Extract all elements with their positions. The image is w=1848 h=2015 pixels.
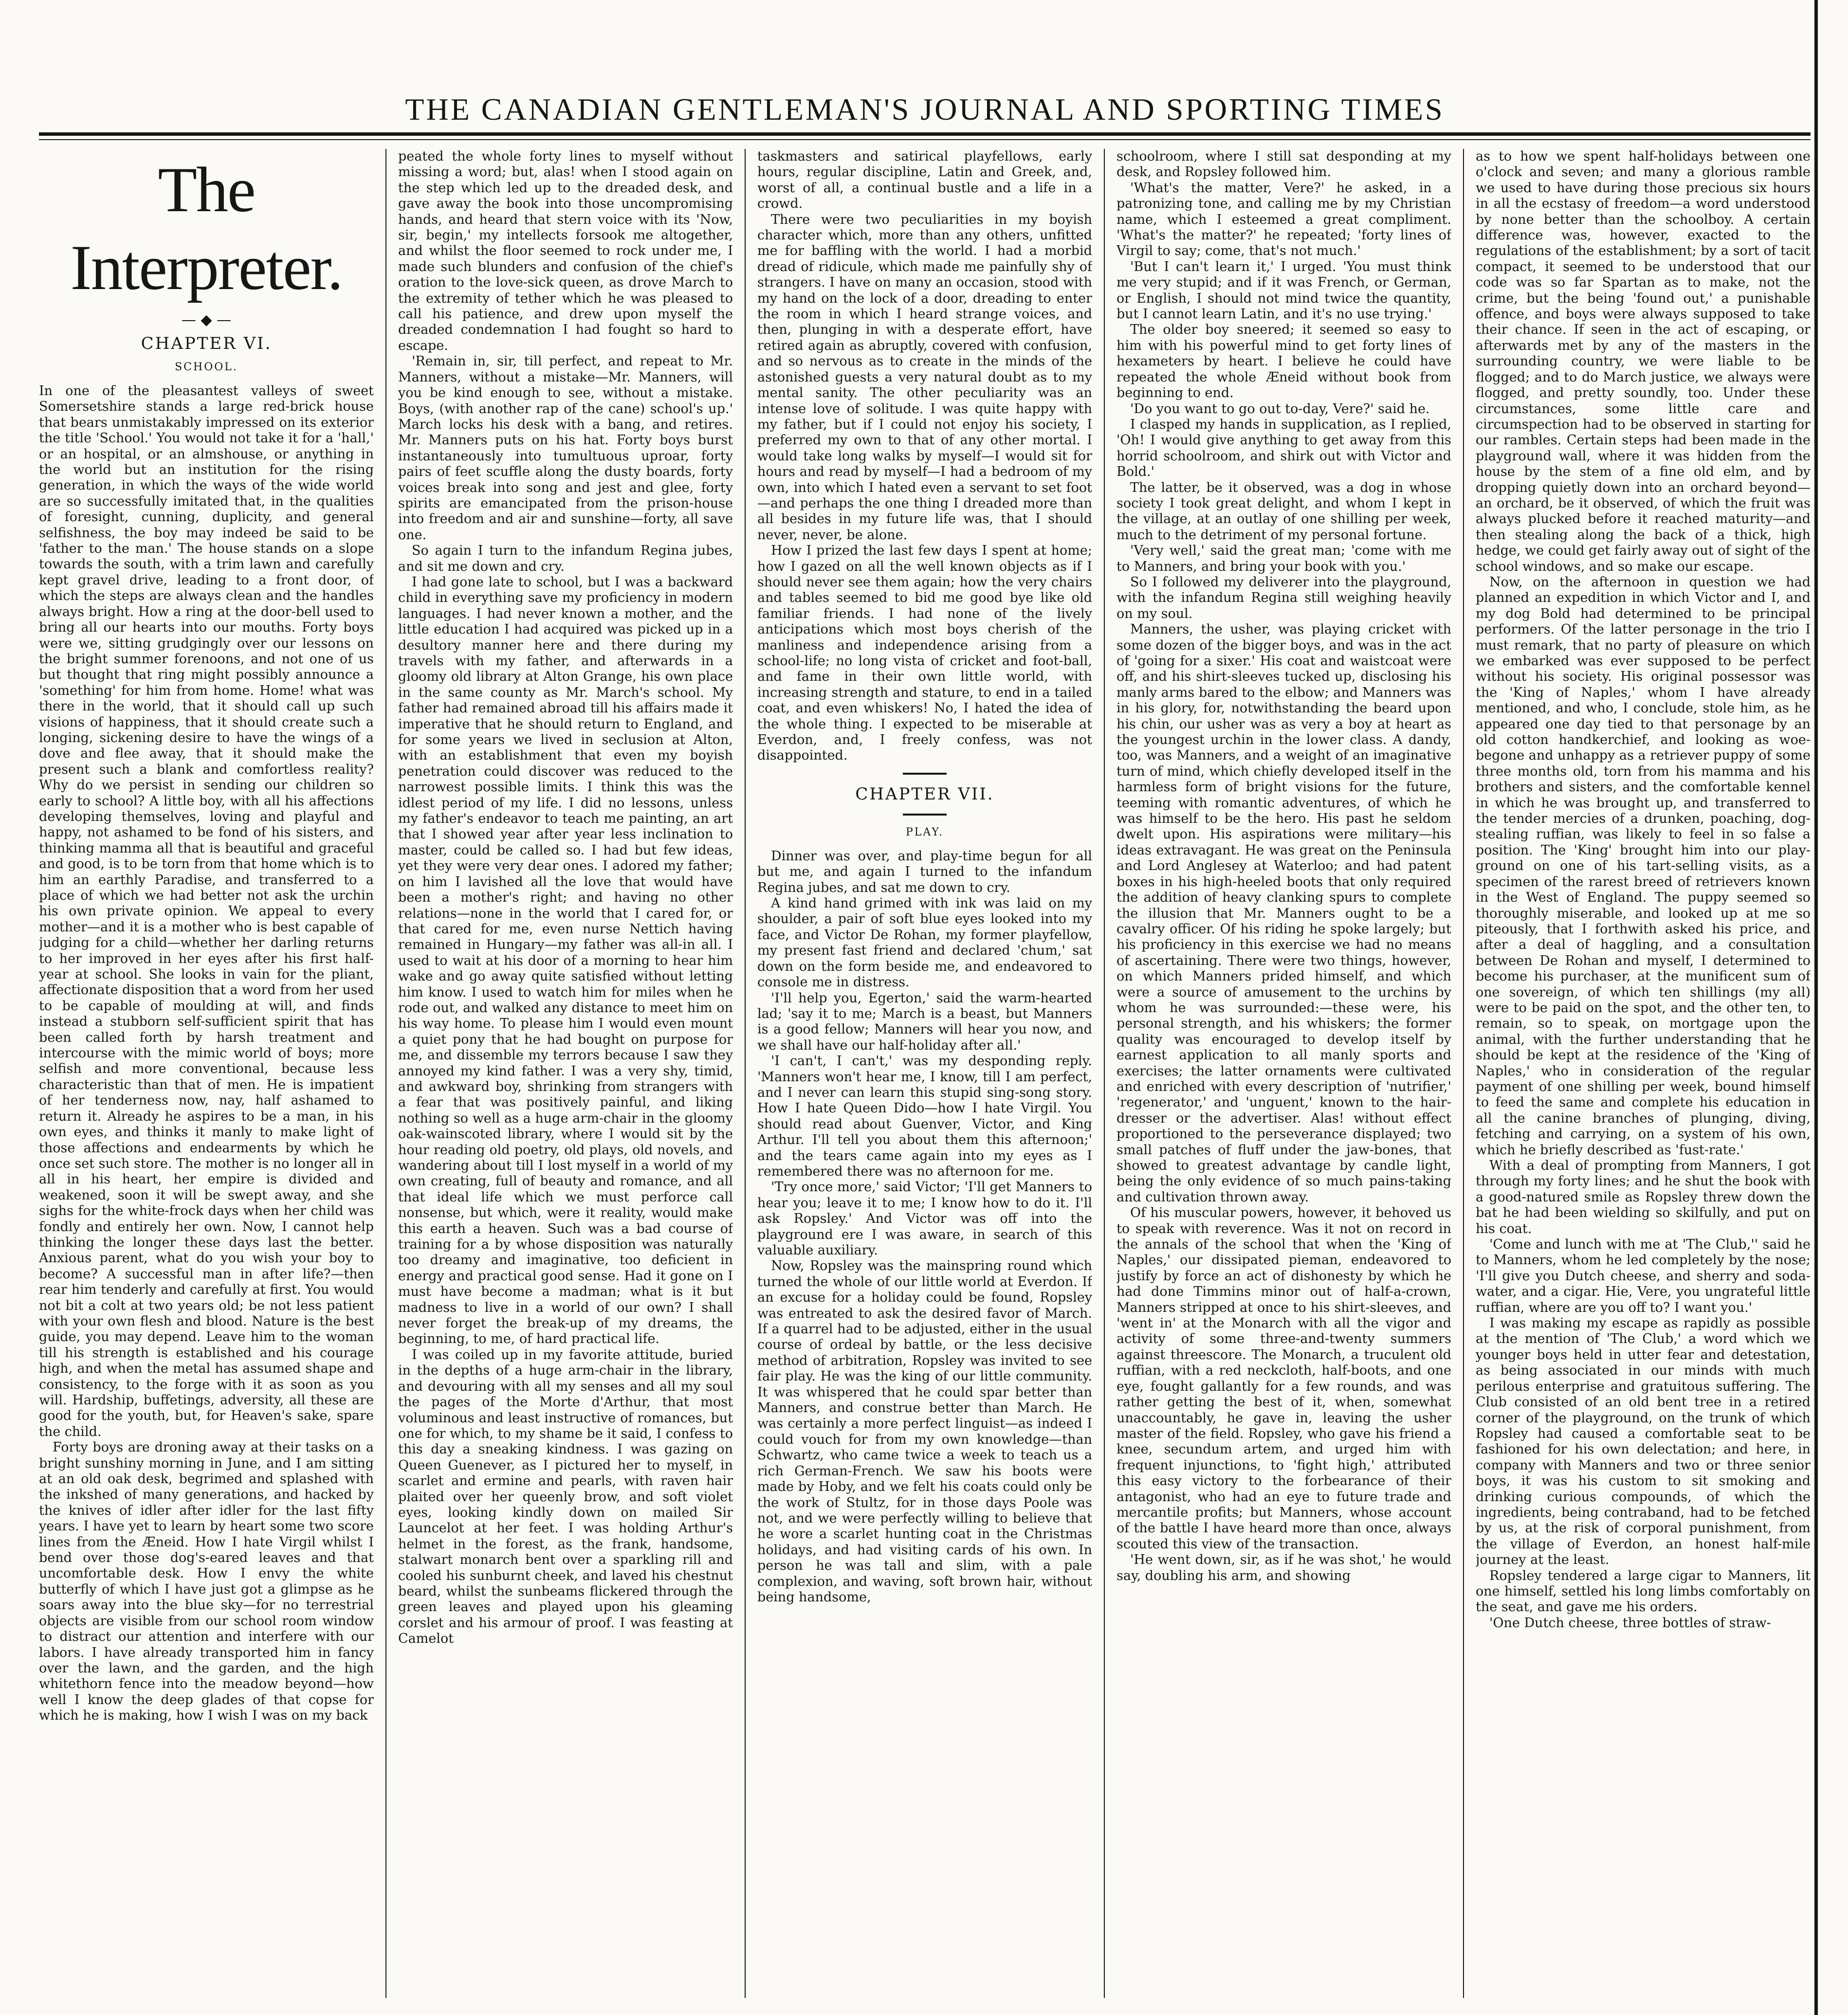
paragraph: taskmasters and satirical playfellows, early hours, regular discipline, Latin and Greek, and, worst of all, a continual bustle and a life in a crowd. — [757, 149, 1092, 212]
paragraph: 'Remain in, sir, till perfect, and repeat to Mr. Manners, without a mistake—Mr. Manners, will you be kind enough to see, without a mistake. Boys, (with another rap of the cane) school's up.' March locks his desk with a bang, and retires. Mr. Manners puts on his hat. Forty boys burst instantaneously into tumultuous uproar, forty pairs of feet scuffle along the dusty boards, forty voices break into song and jest and glee, forty spirits are emancipated from the prison-house into freedom and air and sunshine—forty, all save one. — [398, 354, 733, 543]
column-1 — [39, 149, 374, 1998]
paragraph: 'I'll help you, Egerton,' said the warm-hearted lad; 'say it to me; March is a beast, but Manners is a good fellow; Manners will hear you now, and we shall have our half-holiday after all.' — [757, 990, 1092, 1053]
section-rule — [903, 814, 947, 816]
paragraph: A kind hand grimed with ink was laid on my shoulder, a pair of soft blue eyes looked into my face, and Victor De Rohan, my former playfellow, my present fast friend and declared 'chum,' sat down on the form beside me, and endeavored to console me in distress. — [757, 896, 1092, 990]
paragraph: I was making my escape as rapidly as possible at the mention of 'The Club,' a word which we younger boys held in utter fear and detestation, as being associated in our minds with much perilous enterprise and gratuitous suffering. The Club consisted of an old bent tree in a retired corner of the playground, on the trunk of which Ropsley had caused a comfortable seat to be fashioned for his own delectation; and here, in company with Manners and two or three senior boys, it was his custom to sit smoking and drinking curious compounds, of which the ingredients, being contraband, had to be fetched by us, at the risk of corporal punishment, from the village of Everdon, an honest half-mile journey at the least. — [1476, 1316, 1811, 1568]
section-heading: SCHOOL. — [175, 361, 238, 373]
paragraph: I clasped my hands in supplication, as I replied, 'Oh! I would give anything to get away from this horrid schoolroom, and shirk out with Victor and Bold.' — [1116, 417, 1451, 480]
paragraph: 'Do you want to go out to-day, Vere?' said he. — [1130, 401, 1430, 417]
masthead-rule-thin — [39, 139, 1811, 140]
paragraph: There were two peculiarities in my boyish character which, more than any others, unfitted me for baffling with the world. I had a morbid dread of ridicule, which made me painfully shy of strangers. I have on many an occasion, stood with my hand on the lock of a door, dreading to enter the room in which I heard strange voices, and then, plunging in with a desperate effort, have retired again as abruptly, covered with confusion, and so nervous as to create in the minds of the astonished guests a very natural doubt as to my mental sanity. The other peculiarity was an intense love of solitude. I was quite happy with my father, but if I could not enjoy his society, I preferred my own to that of any other mortal. I would take long walks by myself—I would sit for hours and read by myself—I had a bedroom of my own, into which I hated even a servant to set foot—and perhaps the one thing I dreaded more than all besides in my future life was, that I should never, never, be alone. — [757, 212, 1092, 543]
paragraph: The older boy sneered; it seemed so easy to him with his powerful mind to get forty lines of hexameters by heart. I believe he could have repeated the whole Æneid without book from beginning to end. — [1116, 322, 1451, 401]
column-rule — [1463, 149, 1464, 1998]
paragraph: 'Come and lunch with me at 'The Club,'' said he to Manners, whom he led completely by the nose; 'I'll give you Dutch cheese, and sherry and soda-water, and a cigar. Hie, Vere, you ungrateful little ruffian, where are you off to? I want you.' — [1476, 1237, 1811, 1315]
paragraph: as to how we spent half-holidays between one o'clock and seven; and many a glorious ramble we used to have during those precious six hours in all the ecstasy of freedom—a word understood by none better than the schoolboy. A certain difference was, however, exacted to the regulations of the establishment; by a sort of tacit compact, it seemed to be understood that our code was so far Spartan as to make, not the crime, but the being 'found out,' a punishable offence, and boys were always supposed to take their chance. If seen in the act of escaping, or afterwards met by any of the masters in the surrounding country, we were liable to be flogged; and to do March justice, we always were flogged, and pretty soundly, too. Under these circumstances, some little care and circumspection had to be observed in starting for our rambles. Certain steps had been made in the playground wall, where it was hidden from the house by the stem of a fine old elm, and by dropping quietly down into an orchard beyond—an orchard, be it observed, of which the fruit was always plucked before it reached maturity—and then stealing along the back of a thick, high hedge, we could get fairly away out of sight of the school windows, and so make our escape. — [1476, 149, 1811, 574]
paragraph: 'What's the matter, Vere?' he asked, in a patronizing tone, and calling me by my Christian name, which I esteemed a great compliment. 'What's the matter?' he repeated; 'forty lines of Virgil to say; come, that's not much.' — [1116, 180, 1451, 259]
paragraph: In one of the pleasantest valleys of sweet Somersetshire stands a large red-brick house that bears unmistakably impressed on its exterior the title 'School.' You would not take it for a 'hall,' or an hospital, or an almshouse, or anything in the world but an institution for the rising generation, in which the ways of the wide world are so successfully imitated that, in the qualities of foresight, cunning, duplicity, and general selfishness, the boy may indeed be said to be 'father to the man.' The house stands on a slope towards the south, with a trim lawn and carefully kept gravel drive, leading to a front door, of which the steps are always clean and the handles always bright. How a ring at the door-bell used to bring all our hearts into our mouths. Forty boys were we, sitting grudgingly over our lessons on the bright summer forenoons, and not one of us but thought that ring might possibly announce a 'something' for him from home. Home! what was there in the world, that it should call up such visions of happiness, that it should create such a longing, sickening desire to have the wings of a dove and flee away, that it should make the present such a blank and comfortless reality? Why do we persist in sending our children so early to school? A little boy, with all his affections developing themselves, loving and playful and happy, not ashamed to be fond of his sisters, and thinking mamma all that is beautiful and graceful and good, is to be torn from that home which is to him an earthly Paradise, and transferred to a place of which we had better not ask the urchin his own private opinion. We appeal to every mother—and it is a mother who is best capable of judging for a child—whether her darling returns to her improved in her eyes after his first half-year at school. She looks in vain for the pliant, affectionate disposition that a word from her used to be capable of moulding at will, and finds instead a stubborn self-sufficient spirit that has been called forth by harsh treatment and intercourse with the mimic world of boys; more selfish and more conventional, because less characteristic than that of men. He is impatient of her tenderness now, nay, half ashamed to return it. Already he aspires to be a man, in his own eyes, and thinks it manly to make light of those affections and endearments by which he once set such store. The mother is no longer all in all in his heart, her empire is divided and weakened, soon it will be swept away, and she sighs for the white-frock days when her child was fondly and entirely her own. Now, I cannot help thinking the longer these days last the better. Anxious parent, what do you wish your boy to become? A successful man in after life?—then rear him tenderly and carefully at first. You would not bit a colt at two years old; be not less patient with your own flesh and blood. Nature is the best guide, you may depend. Leave him to the woman till his strength is established and his courage high, and when the metal has assumed shape and consistency, to the forge with it as soon as you will. Hardship, buffetings, adversity, all these are good for the youth, but, for Heaven's sake, spare the child. — [39, 383, 374, 1439]
column-3 — [757, 149, 1092, 1998]
paragraph: Forty boys are droning away at their tasks on a bright sunshiny morning in June, and I am sitting at an old oak desk, begrimed and splashed with the inkshed of many generations, and hacked by the knives of idler after idler for the last fifty years. I have yet to learn by heart some two score lines from the Æneid. How I hate Virgil whilst I bend over those dog's-eared leaves and that uncomfortable desk. How I envy the white butterfly of which I have just got a glimpse as he soars away into the blue sky—for no terrestrial objects are visible from our school room window to distract our attention and interfere with our labors. I have already transported him in fancy over the lawn, and the garden, and the high whitethorn fence into the meadow beyond—how well I know the deep glades of that copse for which he is making, how I wish I was on my back — [39, 1440, 374, 1724]
paragraph: schoolroom, where I still sat desponding at my desk, and Ropsley followed him. — [1116, 149, 1451, 180]
paragraph: Now, Ropsley was the mainspring round which turned the whole of our little world at Everdon. If an excuse for a holiday could be found, Ropsley was entreated to ask the desired favor of March. If a quarrel had to be adjusted, either in the usual course of ordeal by battle, or the less decisive method of arbitration, Ropsley was invited to see fair play. He was the king of our little community. It was whispered that he could spar better than Manners, and construe better than March. He was certainly a more perfect linguist—as indeed I could vouch for from my own knowledge—than Schwartz, who came twice a week to teach us a rich German-French. We saw his boots were made by Hoby, and we felt his coats could only be the work of Stultz, for in those days Poole was not, and we were perfectly willing to believe that he wore a scarlet hunting coat in the Christmas holidays, and had visiting cards of his own. In person he was tall and slim, with a pale complexion, and waving, soft brown hair, without being handsome, — [757, 1258, 1092, 1605]
paragraph: So again I turn to the infandum Regina jubes, and sit me down and cry. — [398, 543, 733, 574]
ornament-divider: — ◆ — — [181, 311, 232, 328]
paragraph: The latter, be it observed, was a dog in whose society I took great delight, and whom I kept in the village, at an outlay of one shilling per week, much to the detriment of my personal fortune. — [1116, 480, 1451, 543]
masthead: THE CANADIAN GENTLEMAN'S JOURNAL AND SPORTING TIMES — [405, 92, 1445, 127]
section-rule — [903, 773, 947, 775]
paragraph: peated the whole forty lines to myself without missing a word; but, alas! when I stood again on the step which led up to the dreaded desk, and gave away the book into those uncompromising hands, and heard that stern voice with its 'Now, sir, begin,' my intellects forsook me altogether, and whilst the floor seemed to rock under me, I made such blunders and confusion of the chief's oration to the love-sick queen, as drove March to the extremity of tether which he was pleased to call his patience, and drew upon myself the dreaded condemnation I had fought so hard to escape. — [398, 149, 733, 353]
paragraph: Dinner was over, and play-time begun for all but me, and again I turned to the infandum Regina jubes, and sat me down to cry. — [757, 848, 1092, 895]
chapter-heading: CHAPTER VI. — [141, 334, 272, 353]
paragraph: How I prized the last few days I spent at home; how I gazed on all the well known objects as if I should never see them again; how the very chairs and tables seemed to bid me good bye like old familiar friends. I had none of the lively anticipations which most boys cherish of the manliness and independence arising from a school-life; no long vista of cricket and foot-ball, and fame in their own little world, with increasing strength and stature, to end in a tailed coat, and even whiskers! No, I hated the idea of the whole thing. I expected to be miserable at Everdon, and, I freely confess, was not disappointed. — [757, 543, 1092, 763]
paragraph: 'Very well,' said the great man; 'come with me to Manners, and bring your book with you.' — [1116, 543, 1451, 574]
chapter-heading: CHAPTER VII. — [855, 784, 994, 804]
paragraph: Manners, the usher, was playing cricket with some dozen of the bigger boys, and was in the act of 'going for a sixer.' His coat and waistcoat were off, and his shirt-sleeves tucked up, disclosing his manly arms bared to the elbow; and Manners was in his glory, for, notwithstanding the beard upon his chin, our usher was as very a boy at heart as the youngest urchin in the lower class. A dandy, too, was Manners, and a weight of an imaginative turn of mind, which chiefly developed itself in the harmless form of bright visions for the future, teeming with romantic adventures, of which he was himself to be the hero. His past he seldom dwelt upon. His aspirations were military—his ideas extravagant. He was great on the Peninsula and Lord Anglesey at Waterloo; and had patent boxes in his high-heeled boots that only required the addition of heavy clanking spurs to complete the illusion that Mr. Manners ought to be a cavalry officer. Of his riding he spoke largely; but his proficiency in this exercise we had no means of ascertaining. There were two things, however, on which Manners prided himself, and which were a source of amusement to the urchins by whom he was surrounded:—these were, his personal strength, and his whiskers; the former quality was encouraged to develop itself by earnest application to all manly sports and exercises; the latter ornaments were cultivated and enriched with every description of 'nutrifier,' 'regenerator,' and 'unguent,' known to the hair-dresser or the advertiser. Alas! without effect proportioned to the perseverance displayed; two small patches of fluff under the jaw-bones, that showed to greatest advantage by candle light, being the only evidence of so much pains-taking and cultivation thrown away. — [1116, 622, 1451, 1205]
paragraph: With a deal of prompting from Manners, I got through my forty lines; and he shut the book with a good-natured smile as Ropsley threw down the bat he had been wielding so skilfully, and put on his coat. — [1476, 1158, 1811, 1236]
paragraph: 'Try once more,' said Victor; 'I'll get Manners to hear you; leave it to me; I know how to do it. I'll ask Ropsley.' And Victor was off into the playground ere I was aware, in search of this valuable auxiliary. — [757, 1180, 1092, 1258]
paragraph: 'But I can't learn it,' I urged. 'You must think me very stupid; and if it was French, or German, or English, I should not mind twice the quantity, but I cannot learn Latin, and it's no use trying.' — [1116, 259, 1451, 322]
column-rule — [1104, 149, 1105, 1998]
paragraph: 'I can't, I can't,' was my desponding reply. 'Manners won't hear me, I know, till I am perfect, and I never can learn this stupid sing-song story. How I hate Queen Dido—how I hate Virgil. You should read about Guenver, Victor, and King Arthur. I'll tell you about them this afternoon;' and the tears came again into my eyes as I remembered there was no afternoon for me. — [757, 1053, 1092, 1179]
paragraph: Of his muscular powers, however, it behoved us to speak with reverence. Was it not on record in the annals of the school that when the 'King of Naples,' our dissipated pieman, endeavored to justify by force an act of dishonesty by which he had done Timmins minor out of half-a-crown, Manners stripped at once to his shirt-sleeves, and 'went in' at the Monarch with all the vigor and activity of some three-and-twenty summers against threescore. The Monarch, a truculent old ruffian, with a red neckcloth, half-boots, and one eye, fought gallantly for a few rounds, and was rather getting the best of it, when, somewhat unaccountably, he gave in, leaving the usher master of the field. Ropsley, who gave his friend a knee, secundum artem, and urged him with frequent injunctions, to 'fight high,' attributed this easy victory to the forbearance of their antagonist, who had an eye to future trade and mercantile profits; but Manners, whose account of the battle I have heard more than once, always scouted this view of the transaction. — [1116, 1205, 1451, 1552]
paragraph: So I followed my deliverer into the playground, with the infandum Regina still weighing heavily on my soul. — [1116, 574, 1451, 621]
column-5 — [1476, 149, 1811, 1998]
column-rule — [385, 149, 386, 1998]
paragraph: I had gone late to school, but I was a backward child in everything save my proficiency in modern languages. I had never known a mother, and the little education I had acquired was picked up in a desultory manner here and there during my travels with my father, and afterwards in a gloomy old library at Alton Grange, his own place in the same county as Mr. March's school. My father had remained abroad till his affairs made it imperative that he should return to England, and for some years we lived in seclusion at Alton, with an establishment that even my boyish penetration could discover was reduced to the narrowest possible limits. I think this was the idlest period of my life. I did no lessons, unless my father's endeavor to teach me painting, an art that I showed year after year less inclination to master, could be called so. I had but few ideas, yet they were very dear ones. I adored my father; on him I lavished all the love that would have been a mother's right; and having no other relations—none in the world that I cared for, or that cared for me, even nurse Nettich having remained in Hungary—my father was all-in all. I used to wait at his door of a morning to hear him wake and go away quite satisfied without letting him know. I used to watch him for miles when he rode out, and walked any distance to meet him on his way home. To please him I would even mount a quiet pony that he had bought on purpose for me, and dissemble my terrors because I saw they annoyed my kind father. I was a very shy, timid, and awkward boy, shrinking from strangers with a fear that was positively painful, and liking nothing so well as a huge arm-chair in the gloomy oak-wainscoted library, where I would sit by the hour reading old poetry, old plays, old novels, and wandering about till I lost myself in a world of my own creating, full of beauty and romance, and all that ideal life which we must perforce call nonsense, but which, were it reality, would make this earth a heaven. Such was a bad course of training for a by whose disposition was naturally too dreamy and imaginative, too deficient in energy and practical good sense. Had it gone on I must have become a madman; what is it but madness to live in a world of our own? I shall never forget the break-up of my dreams, the beginning, to me, of hard practical life. — [398, 574, 733, 1347]
page-edge — [1814, 0, 1818, 2015]
paragraph: 'One Dutch cheese, three bottles of straw- — [1489, 1615, 1771, 1631]
paragraph: Ropsley tendered a large cigar to Manners, lit one himself, settled his long limbs comfortably on the seat, and gave me his orders. — [1476, 1568, 1811, 1615]
masthead-rule-thick — [39, 132, 1811, 136]
paragraph: Now, on the afternoon in question we had planned an expedition in which Victor and I, and my dog Bold had determined to be principal performers. Of the latter personage in the trio I must remark, that no party of pleasure on which we embarked was ever supposed to be perfect without his society. His original possessor was the 'King of Naples,' whom I have already mentioned, and who, I conclude, stole him, as he appeared one day tied to that personage by an old cotton handkerchief, and looking as woe-begone and unhappy as a retriever puppy of some three months old, torn from his mamma and his brothers and sisters, and the comfortable kennel in which he was brought up, and transferred to the tender mercies of a drunken, poaching, dog-stealing ruffian, was likely to feel in so false a position. The 'King' brought him into our play-ground on one of his tart-selling visits, as a specimen of the rarest breed of retrievers known in the West of England. The puppy seemed so thoroughly miserable, and looked up at me so piteously, that I forthwith asked his price, and after a deal of haggling, and a consultation between De Rohan and myself, I determined to become his purchaser, at the munificent sum of one sovereign, of which ten shillings (my all) were to be paid on the spot, and the other ten, to remain, so to speak, on mortgage upon the animal, with the further understanding that he should be kept at the residence of the 'King of Naples,' who in consideration of the regular payment of one shilling per week, bound himself to feed the same and complete his education in all the canine branches of plunging, diving, fetching and carrying, on a system of his own, which he briefly described as 'fust-rate.' — [1476, 574, 1811, 1158]
column-rule — [745, 149, 746, 1998]
columns — [39, 149, 1811, 1998]
column-2 — [398, 149, 733, 1998]
column-4 — [1116, 149, 1451, 1998]
feature-title: The Interpreter. — [70, 154, 343, 303]
paragraph: I was coiled up in my favorite attitude, buried in the depths of a huge arm-chair in the library, and devouring with all my senses and all my soul the pages of the Morte d'Arthur, that most voluminous and least instructive of romances, but one for which, to my shame be it said, I confess to this day a sneaking kindness. I was gazing on Queen Guenever, as I pictured her to myself, in scarlet and ermine and pearls, with raven hair plaited over her queenly brow, and soft violet eyes, looking kindly down on mailed Sir Launcelot at her feet. I was holding Arthur's helmet in the forest, as the frank, handsome, stalwart monarch bent over a sparkling rill and cooled his sunburnt cheek, and laved his chestnut beard, whilst the sunbeams flickered through the green leaves and played upon his gleaming corslet and his armour of proof. I was feasting at Camelot — [398, 1347, 733, 1647]
section-heading: PLAY. — [905, 826, 944, 838]
paragraph: 'He went down, sir, as if he was shot,' he would say, doubling his arm, and showing — [1116, 1552, 1451, 1583]
